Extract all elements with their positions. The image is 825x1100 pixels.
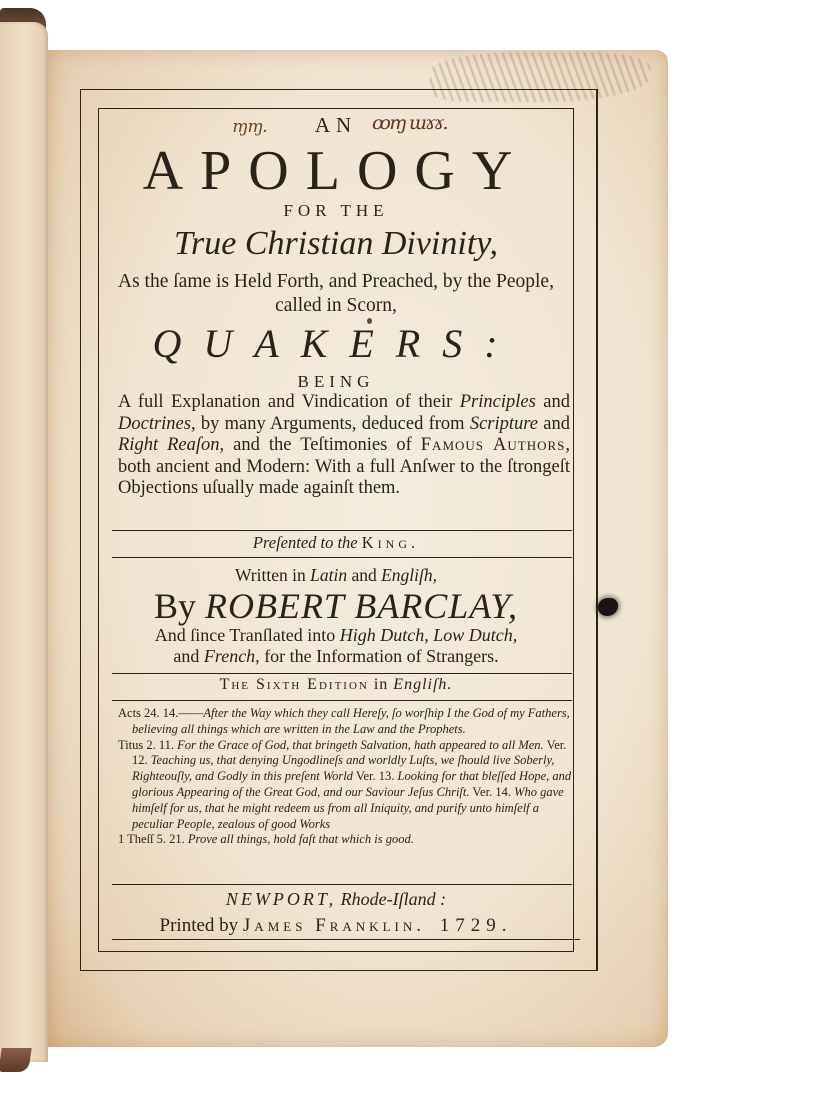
scripture-text: For the Grace of God, that bringeth Salvation, hath appeared to all Men. bbox=[177, 737, 544, 752]
scripture-text: Who gave himſelf for us, that he might redeem us from all Iniquity, and purify unto himſelf a peculiar People, zealous of good Works bbox=[132, 784, 564, 831]
scripture-ref: Ver. 13. bbox=[355, 769, 395, 784]
desc-part: and bbox=[535, 392, 570, 412]
scripture-text: Looking for that bleſſed Hope, and glorious Appearing of the Great God, and our Saviour Jeſus Chriſt. bbox=[132, 769, 572, 799]
scripture-titus bbox=[118, 738, 578, 833]
desc-part-italic: Scripture bbox=[469, 413, 539, 434]
author-line bbox=[100, 585, 572, 627]
desc-part-italic: Right Reaſon bbox=[118, 435, 220, 455]
desc-part-italic: Principles bbox=[459, 392, 536, 412]
translated-suffix: for the Information of Strangers. bbox=[264, 646, 499, 666]
handwritten-signature-left: ɱɱ. bbox=[232, 117, 267, 137]
author-by: By bbox=[153, 586, 196, 626]
book-spine-edge bbox=[0, 22, 48, 1062]
title-for-the: FOR THE bbox=[283, 201, 389, 220]
scripture-text: After the Way which they call Hereſy, ſo worſhip I the God of my Fathers, believing all things which are written in the Law and the Prophets. bbox=[132, 706, 570, 736]
author-name: ROBERT BARCLAY, bbox=[204, 586, 519, 626]
scripture-acts bbox=[118, 706, 578, 738]
language-high-dutch: High Dutch, bbox=[339, 625, 429, 645]
translation-line bbox=[100, 625, 572, 667]
desc-part: , and the Teſtimonies of bbox=[219, 435, 421, 455]
scripture-ref: Acts 24. 14.—— bbox=[118, 706, 204, 720]
desc-part-smallcaps: Famous Authors bbox=[420, 435, 566, 455]
conjunction: and bbox=[173, 646, 200, 666]
printer-name: James Franklin. bbox=[242, 915, 425, 936]
scripture-epigraphs bbox=[118, 706, 578, 848]
imprint-place bbox=[100, 889, 572, 910]
written-prefix: Written in bbox=[234, 565, 306, 585]
language-english: Engliſh, bbox=[381, 565, 438, 585]
scripture-thessalonians bbox=[118, 832, 578, 848]
edition-in: in bbox=[373, 676, 389, 693]
imprint-state: Rhode-Iſland : bbox=[340, 889, 447, 909]
desc-part-italic: Doctrines bbox=[118, 413, 191, 434]
dedication-king: King. bbox=[361, 533, 420, 552]
title-page-text bbox=[100, 0, 572, 1100]
imprint-printer-line bbox=[100, 915, 572, 937]
printed-by: Printed by bbox=[159, 915, 239, 936]
edition-language: Engliſh. bbox=[393, 676, 453, 693]
subtitle-as-the-same: As the ſame is Held Forth, and Preached, by the People, called in Scorn, bbox=[118, 271, 554, 316]
translated-prefix: And ſince Tranſlated into bbox=[154, 625, 336, 645]
book-binding-bottom bbox=[0, 1048, 32, 1072]
handwritten-signature-right: ꝏɱ ɯɤɤ. bbox=[372, 112, 447, 134]
imprint-year: 1729. bbox=[439, 915, 513, 936]
imprint-city: NEWPORT, bbox=[225, 889, 337, 909]
scripture-ref: Ver. 12. bbox=[132, 737, 567, 768]
scripture-ref: Ver. 14. bbox=[472, 784, 511, 799]
subtitle-true-christian-divinity: True Christian Divinity, bbox=[174, 225, 498, 262]
desc-part: , by many Arguments, deduced from bbox=[190, 413, 470, 434]
written-in-line bbox=[100, 565, 572, 586]
title-apology: APOLOGY bbox=[142, 140, 530, 202]
scripture-text: Teaching us, that denying Ungodlineſs and worldly Luſts, we ſhould live Soberly, Righteouſly, and Godly in this preſent World bbox=[132, 753, 555, 784]
desc-part: and bbox=[538, 413, 570, 434]
dedication-presented: Preſented to the bbox=[252, 533, 358, 552]
edition-label: The Sixth Edition bbox=[219, 676, 369, 693]
edition-line bbox=[100, 676, 572, 694]
title-being: BEING bbox=[297, 372, 375, 391]
conjunction: and bbox=[351, 565, 377, 585]
scripture-ref: 1 Theſſ 5. 21. bbox=[118, 832, 185, 847]
language-low-dutch: Low Dutch, bbox=[433, 625, 518, 645]
scripture-text: Prove all things, hold faſt that which is good. bbox=[187, 832, 414, 847]
description-paragraph bbox=[118, 392, 570, 500]
dedication-line bbox=[100, 533, 572, 553]
desc-part: A full Explanation and Vindication of their bbox=[118, 392, 460, 412]
language-french: French, bbox=[203, 646, 260, 666]
title-quakers: QUAKERS: bbox=[152, 321, 520, 366]
desc-part: , both ancient and Modern: With a full Anſwer to the ſtrongeſt Objections uſually made againſt them. bbox=[118, 435, 571, 498]
language-latin: Latin bbox=[310, 565, 348, 585]
title-an: AN bbox=[314, 113, 358, 137]
scripture-ref: Titus 2. 11. bbox=[118, 737, 175, 752]
